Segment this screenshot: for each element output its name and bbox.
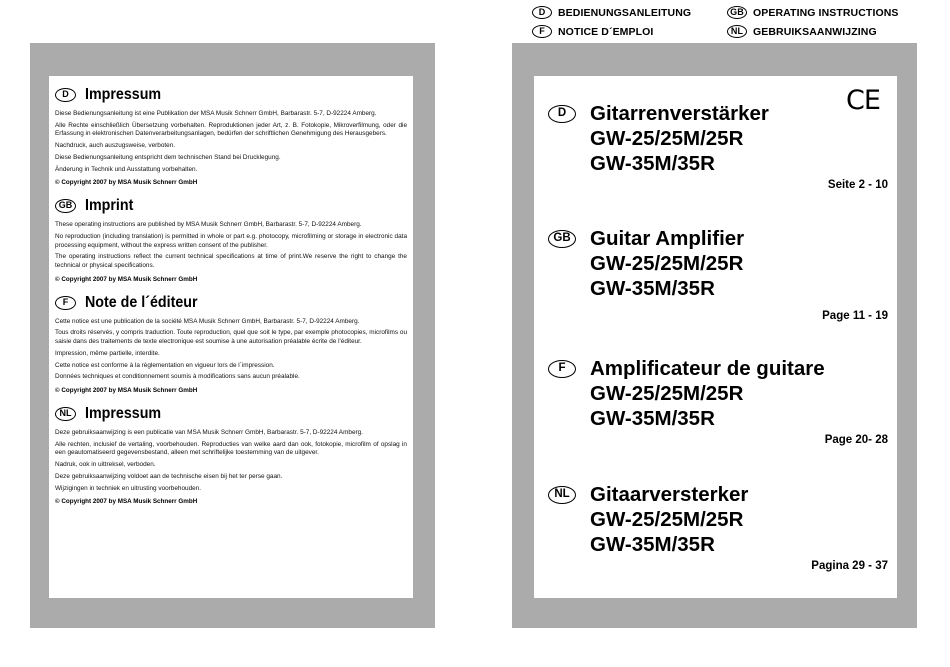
- product-name: Gitarrenverstärker: [590, 102, 769, 125]
- section-header: [55, 292, 407, 314]
- model-line: GW-35M/35R: [590, 533, 715, 556]
- model-line: GW-25/25M/25R: [590, 382, 744, 405]
- badge-gb: GB: [727, 6, 747, 19]
- paragraph: Deze gebruiksaanwijzing voldoet aan de technische eisen bij het ter perse gaan.: [55, 472, 283, 480]
- product-title-gb: [548, 226, 888, 322]
- lang-link-label: BEDIENUNGSANLEITUNG: [558, 6, 692, 19]
- imprint-section-nl: [55, 403, 407, 505]
- model-line: GW-25/25M/25R: [590, 127, 744, 150]
- lang-link-gb[interactable]: [727, 6, 899, 19]
- paragraph: Données techniques et conditionnement soumis à modifications sans aucun préalable.: [55, 373, 300, 381]
- page-range: Seite 2 - 10: [827, 179, 888, 191]
- copyright-notice: © Copyright 2007 by MSA Musik Schnerr GmbH: [55, 179, 198, 187]
- lang-link-label: NOTICE D´EMPLOI: [558, 25, 654, 38]
- paragraph: No reproduction (including translation) is permitted in whole or part e.g. photocopy, microfilming or storage in electronic data processing equipment, without the express written consent of the publisher.: [55, 233, 407, 249]
- page-range: Pagina 29 - 37: [811, 560, 888, 572]
- paragraph: These operating instructions are published by MSA Musik Schnerr GmbH, Barbarastr. 5-7, D-92224 Amberg.: [55, 221, 362, 229]
- paragraph: Tous droits réservés, y compris traduction. Toute reproduction, quel que soit le type, par exemple photocopies, microfilms ou saisie dans des traitements de texte electronique est soumise à une autorisation préalable écrite de l'éditeur.: [55, 329, 407, 346]
- section-title: Impressum: [85, 86, 162, 103]
- paragraph: Nachdruck, auch auszugsweise, verboten.: [55, 142, 176, 150]
- section-header: [55, 84, 407, 106]
- model-line: GW-25/25M/25R: [590, 252, 744, 275]
- badge-gb: GB: [548, 230, 576, 248]
- badge-de: D: [532, 6, 552, 19]
- product-title-nl: [548, 482, 888, 572]
- paragraph: Cette notice est conforme à la règlementation en vigueur lors de l´impression.: [55, 361, 275, 369]
- paragraph: Wijzigingen in techniek en uitrusting voorbehouden.: [55, 484, 202, 492]
- badge-nl: NL: [548, 486, 576, 504]
- lang-link-fr[interactable]: [532, 25, 653, 38]
- imprint-sheet: [49, 76, 413, 598]
- badge-fr: F: [532, 25, 552, 38]
- lang-link-nl[interactable]: [727, 25, 877, 38]
- paragraph: Nadruk, ook in uittreksel, verboden.: [55, 461, 156, 469]
- copyright-notice: © Copyright 2007 by MSA Musik Schnerr GmbH: [55, 275, 198, 283]
- imprint-section-fr: [55, 292, 407, 394]
- page-range: Page 20- 28: [824, 434, 888, 446]
- badge-fr: F: [548, 360, 576, 378]
- paragraph: Änderung in Technik und Ausstattung vorbehalten.: [55, 165, 198, 173]
- lang-link-de[interactable]: [532, 6, 691, 19]
- copyright-notice: © Copyright 2007 by MSA Musik Schnerr GmbH: [55, 386, 198, 394]
- badge-de: D: [55, 88, 76, 102]
- badge-de: D: [548, 105, 576, 123]
- imprint-section-de: [55, 84, 407, 186]
- badge-gb: GB: [55, 199, 76, 213]
- page-range: Page 11 - 19: [822, 310, 888, 322]
- section-header: [55, 195, 407, 217]
- paragraph: The operating instructions reflect the current technical specifications at time of print.We reserve the right to change the technical or physical specifications.: [55, 253, 407, 270]
- copyright-notice: © Copyright 2007 by MSA Musik Schnerr GmbH: [55, 498, 198, 506]
- badge-nl: NL: [727, 25, 747, 38]
- section-header: [55, 403, 407, 425]
- product-title-fr: [548, 356, 888, 446]
- product-name: Gitaarversterker: [590, 483, 749, 506]
- paragraph: Deze gebruiksaanwijzing is een publicatie van MSA Musik Schnerr GmbH, Barbarastr. 5-7, D-92224 Amberg.: [55, 428, 363, 436]
- paragraph: Alle rechten, inclusief de vertaling, voorbehouden. Reproducties van welke aard dan ook, fotokopie, microfilm of opslag in een geautomatiseerd gegevensbestand, alleen met schriftelijke toestemming van de uitgever.: [55, 440, 407, 457]
- model-line: GW-35M/35R: [590, 407, 715, 430]
- badge-nl: NL: [55, 407, 76, 421]
- model-line: GW-25/25M/25R: [590, 508, 744, 531]
- model-line: GW-35M/35R: [590, 277, 715, 300]
- ce-mark-icon: CE: [846, 85, 880, 116]
- section-title: Note de l´éditeur: [85, 293, 198, 311]
- badge-fr: F: [55, 296, 76, 310]
- paragraph: Diese Bedienungsanleitung ist eine Publikation der MSA Musik Schnerr GmbH, Barbarastr. 5-7, D-92224 Amberg.: [55, 110, 377, 117]
- product-name: Guitar Amplifier: [590, 227, 745, 250]
- paragraph: Alle Rechte einschließlich Übersetzung vorbehalten. Reproduktionen jeder Art, z. B. Fotokopie, Mikroverfilmung, oder die Erfassung in elektronischen Datenverarbeitungsanlagen, bedürfen der schriftlichen Genehmigung des Herausgebers.: [55, 121, 407, 138]
- section-title: Imprint: [85, 197, 134, 215]
- section-title: Impressum: [85, 404, 162, 422]
- paragraph: Impression, même partielle, interdite.: [55, 349, 160, 357]
- lang-link-label: GEBRUIKSAANWIJZING: [753, 25, 877, 38]
- product-title-de: [548, 101, 888, 191]
- paragraph: Cette notice est une publication de la société MSA Musik Schnerr GmbH, Barbarastr. 5-7, D-92224 Amberg.: [55, 317, 360, 325]
- model-line: GW-35M/35R: [590, 152, 715, 175]
- product-name: Amplificateur de guitare: [590, 357, 825, 380]
- lang-link-label: OPERATING INSTRUCTIONS: [753, 6, 899, 19]
- imprint-section-gb: [55, 195, 407, 282]
- paragraph: Diese Bedienungsanleitung entspricht dem technischen Stand bei Drucklegung.: [55, 153, 281, 161]
